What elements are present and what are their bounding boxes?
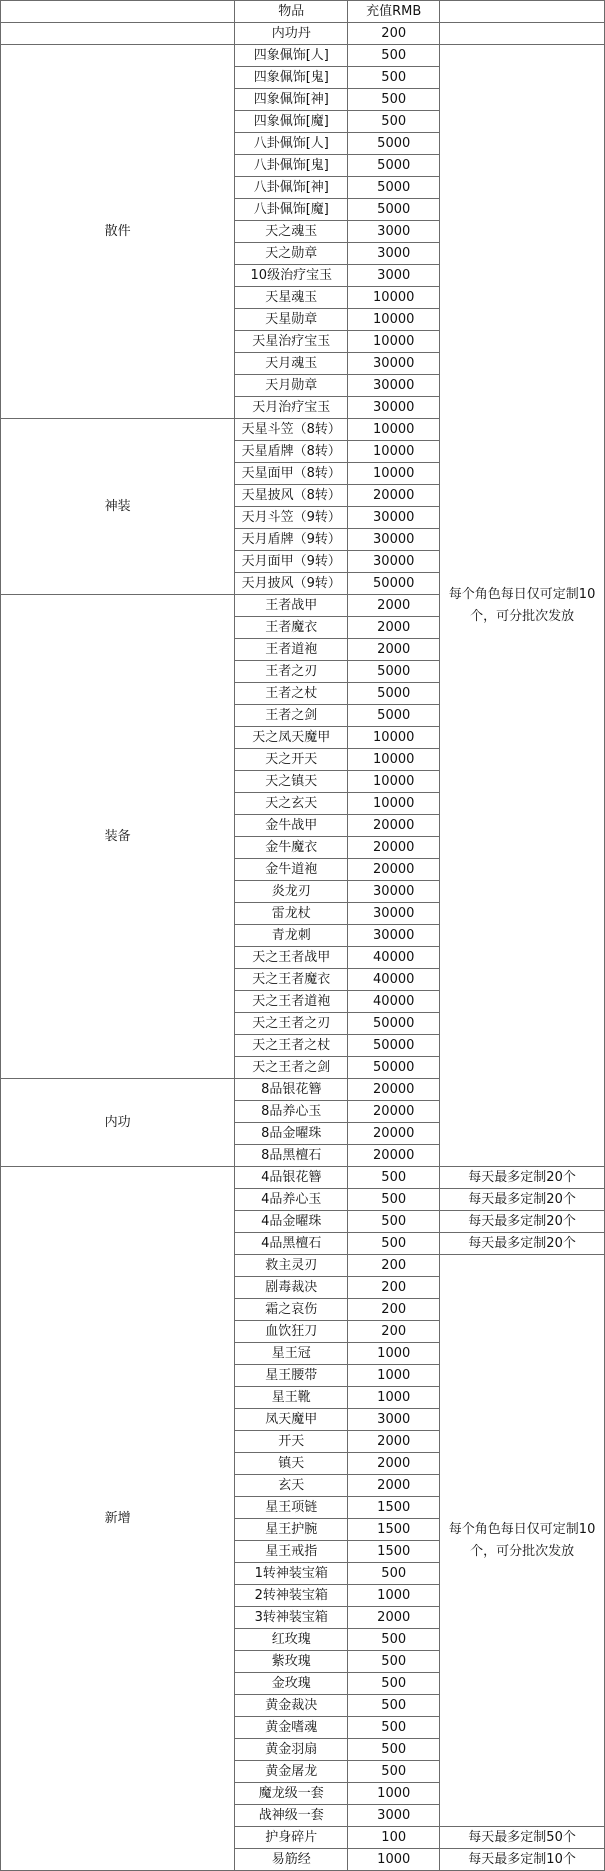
item-cell: 天星治疗宝玉	[235, 331, 348, 353]
price-cell: 500	[348, 1761, 440, 1783]
item-cell: 4品养心玉	[235, 1189, 348, 1211]
price-cell: 30000	[348, 903, 440, 925]
item-cell: 魔龙级一套	[235, 1783, 348, 1805]
price-cell: 2000	[348, 1431, 440, 1453]
price-cell: 2000	[348, 595, 440, 617]
item-cell: 天星面甲（8转）	[235, 463, 348, 485]
note-cell: 每天最多定制20个	[440, 1233, 605, 1255]
price-cell: 10000	[348, 287, 440, 309]
price-cell: 20000	[348, 1079, 440, 1101]
item-cell: 王者之杖	[235, 683, 348, 705]
price-cell: 30000	[348, 529, 440, 551]
note-cell: 每个角色每日仅可定制10个，可分批次发放	[440, 45, 605, 1167]
price-cell: 20000	[348, 1123, 440, 1145]
price-cell: 10000	[348, 441, 440, 463]
price-cell: 1000	[348, 1343, 440, 1365]
price-cell: 50000	[348, 573, 440, 595]
item-cell: 天之开天	[235, 749, 348, 771]
price-cell: 3000	[348, 265, 440, 287]
item-cell: 金牛战甲	[235, 815, 348, 837]
price-cell: 1500	[348, 1497, 440, 1519]
item-cell: 星王戒指	[235, 1541, 348, 1563]
price-cell: 500	[348, 1629, 440, 1651]
note-cell: 每天最多定制50个	[440, 1827, 605, 1849]
price-cell: 1000	[348, 1783, 440, 1805]
price-cell: 2000	[348, 617, 440, 639]
item-cell: 八卦佩饰[神]	[235, 177, 348, 199]
item-cell: 黄金屠龙	[235, 1761, 348, 1783]
price-cell: 50000	[348, 1035, 440, 1057]
item-cell: 金牛道袍	[235, 859, 348, 881]
item-cell: 8品银花簪	[235, 1079, 348, 1101]
item-cell: 天之勋章	[235, 243, 348, 265]
price-cell: 500	[348, 45, 440, 67]
header-price: 充值RMB	[348, 1, 440, 23]
item-cell: 玄天	[235, 1475, 348, 1497]
item-cell: 星王腰带	[235, 1365, 348, 1387]
price-cell: 500	[348, 1563, 440, 1585]
price-cell: 40000	[348, 969, 440, 991]
price-cell: 10000	[348, 419, 440, 441]
item-cell: 星王项链	[235, 1497, 348, 1519]
price-cell: 40000	[348, 991, 440, 1013]
price-cell: 10000	[348, 331, 440, 353]
item-cell: 天月魂玉	[235, 353, 348, 375]
item-cell: 4品金曜珠	[235, 1211, 348, 1233]
item-cell: 王者魔衣	[235, 617, 348, 639]
item-cell: 四象佩饰[魔]	[235, 111, 348, 133]
item-cell: 凤天魔甲	[235, 1409, 348, 1431]
category-cell: 内功	[1, 1079, 235, 1167]
item-cell: 星王冠	[235, 1343, 348, 1365]
item-cell: 八卦佩饰[魔]	[235, 199, 348, 221]
item-cell: 3转神装宝箱	[235, 1607, 348, 1629]
item-cell: 黄金嗜魂	[235, 1717, 348, 1739]
price-cell: 200	[348, 23, 440, 45]
item-cell: 8品养心玉	[235, 1101, 348, 1123]
price-cell: 100	[348, 1827, 440, 1849]
item-cell: 剧毒裁决	[235, 1277, 348, 1299]
item-cell: 八卦佩饰[鬼]	[235, 155, 348, 177]
header-category-cell	[1, 1, 235, 23]
price-cell: 500	[348, 1695, 440, 1717]
price-cell: 30000	[348, 353, 440, 375]
note-cell: 每天最多定制20个	[440, 1167, 605, 1189]
price-cell: 200	[348, 1299, 440, 1321]
item-cell: 天星披风（8转）	[235, 485, 348, 507]
header-row	[1, 1, 605, 23]
price-cell: 200	[348, 1321, 440, 1343]
item-cell: 天之魂玉	[235, 221, 348, 243]
item-cell: 开天	[235, 1431, 348, 1453]
price-cell: 500	[348, 1673, 440, 1695]
note-cell: 每个角色每日仅可定制10个，可分批次发放	[440, 1255, 605, 1827]
item-cell: 天之王者之杖	[235, 1035, 348, 1057]
price-cell: 3000	[348, 1409, 440, 1431]
category-cell: 新增	[1, 1167, 235, 1871]
price-cell: 200	[348, 1255, 440, 1277]
price-cell: 20000	[348, 815, 440, 837]
item-cell: 天月披风（9转）	[235, 573, 348, 595]
header-note-cell	[440, 1, 605, 23]
price-cell: 3000	[348, 1805, 440, 1827]
note-cell-empty	[440, 23, 605, 45]
price-cell: 1000	[348, 1585, 440, 1607]
note-cell: 每天最多定制20个	[440, 1189, 605, 1211]
item-cell: 天星斗笠（8转）	[235, 419, 348, 441]
price-cell: 500	[348, 1717, 440, 1739]
note-cell: 每天最多定制20个	[440, 1211, 605, 1233]
price-cell: 2000	[348, 1475, 440, 1497]
item-cell: 四象佩饰[人]	[235, 45, 348, 67]
price-cell: 40000	[348, 947, 440, 969]
table-row	[1, 45, 605, 67]
price-cell: 2000	[348, 1453, 440, 1475]
price-cell: 5000	[348, 177, 440, 199]
price-cell: 3000	[348, 243, 440, 265]
price-cell: 20000	[348, 1101, 440, 1123]
item-cell: 4品黑檀石	[235, 1233, 348, 1255]
price-cell: 500	[348, 1189, 440, 1211]
item-cell: 黄金裁决	[235, 1695, 348, 1717]
item-cell: 10级治疗宝玉	[235, 265, 348, 287]
item-cell: 霜之哀伤	[235, 1299, 348, 1321]
item-cell: 四象佩饰[鬼]	[235, 67, 348, 89]
item-cell: 战神级一套	[235, 1805, 348, 1827]
price-cell: 10000	[348, 771, 440, 793]
item-cell: 天星魂玉	[235, 287, 348, 309]
price-cell: 30000	[348, 881, 440, 903]
item-cell: 天之王者战甲	[235, 947, 348, 969]
table-row	[1, 23, 605, 45]
item-cell: 易筋经	[235, 1849, 348, 1871]
item-cell: 星王靴	[235, 1387, 348, 1409]
item-cell: 天之凤天魔甲	[235, 727, 348, 749]
price-cell: 10000	[348, 309, 440, 331]
price-cell: 5000	[348, 705, 440, 727]
item-cell: 天之镇天	[235, 771, 348, 793]
price-cell: 500	[348, 1167, 440, 1189]
item-cell: 天星盾牌（8转）	[235, 441, 348, 463]
item-cell: 4品银花簪	[235, 1167, 348, 1189]
item-cell: 四象佩饰[神]	[235, 89, 348, 111]
item-cell: 镇天	[235, 1453, 348, 1475]
price-cell: 1000	[348, 1365, 440, 1387]
price-cell: 50000	[348, 1057, 440, 1079]
note-cell: 每天最多定制10个	[440, 1849, 605, 1871]
category-cell-empty	[1, 23, 235, 45]
item-cell: 黄金羽扇	[235, 1739, 348, 1761]
price-cell: 10000	[348, 463, 440, 485]
item-cell: 8品金曜珠	[235, 1123, 348, 1145]
price-cell: 3000	[348, 221, 440, 243]
item-cell: 8品黑檀石	[235, 1145, 348, 1167]
item-cell: 天之王者道袍	[235, 991, 348, 1013]
price-cell: 1000	[348, 1849, 440, 1871]
price-cell: 20000	[348, 1145, 440, 1167]
price-cell: 50000	[348, 1013, 440, 1035]
category-cell: 装备	[1, 595, 235, 1079]
item-cell: 天之玄天	[235, 793, 348, 815]
item-cell: 金玫瑰	[235, 1673, 348, 1695]
item-cell: 青龙刺	[235, 925, 348, 947]
price-cell: 30000	[348, 551, 440, 573]
category-cell: 散件	[1, 45, 235, 419]
price-cell: 2000	[348, 639, 440, 661]
price-cell: 200	[348, 1277, 440, 1299]
item-cell: 天月斗笠（9转）	[235, 507, 348, 529]
item-cell: 星王护腕	[235, 1519, 348, 1541]
price-cell: 500	[348, 67, 440, 89]
item-cell: 炎龙刃	[235, 881, 348, 903]
price-cell: 500	[348, 1233, 440, 1255]
item-cell: 护身碎片	[235, 1827, 348, 1849]
price-cell: 1500	[348, 1519, 440, 1541]
item-cell: 天月盾牌（9转）	[235, 529, 348, 551]
price-cell: 1500	[348, 1541, 440, 1563]
price-cell: 30000	[348, 507, 440, 529]
item-cell: 金牛魔衣	[235, 837, 348, 859]
item-cell: 雷龙杖	[235, 903, 348, 925]
price-cell: 500	[348, 1651, 440, 1673]
item-cell: 2转神装宝箱	[235, 1585, 348, 1607]
table-row	[1, 1167, 605, 1189]
item-cell: 天月面甲（9转）	[235, 551, 348, 573]
price-cell: 1000	[348, 1387, 440, 1409]
price-cell: 30000	[348, 375, 440, 397]
price-cell: 2000	[348, 1607, 440, 1629]
price-cell: 5000	[348, 683, 440, 705]
item-cell: 天星勋章	[235, 309, 348, 331]
item-cell: 王者战甲	[235, 595, 348, 617]
item-cell: 血饮狂刀	[235, 1321, 348, 1343]
price-cell: 10000	[348, 727, 440, 749]
header-item: 物品	[235, 1, 348, 23]
price-cell: 10000	[348, 793, 440, 815]
price-cell: 5000	[348, 199, 440, 221]
item-cell: 紫玫瑰	[235, 1651, 348, 1673]
item-cell: 王者之刃	[235, 661, 348, 683]
item-cell: 八卦佩饰[人]	[235, 133, 348, 155]
price-cell: 20000	[348, 485, 440, 507]
price-cell: 500	[348, 89, 440, 111]
price-cell: 30000	[348, 397, 440, 419]
price-cell: 500	[348, 1211, 440, 1233]
price-cell: 10000	[348, 749, 440, 771]
price-cell: 500	[348, 111, 440, 133]
category-cell: 神装	[1, 419, 235, 595]
item-cell: 天月勋章	[235, 375, 348, 397]
price-cell: 20000	[348, 859, 440, 881]
item-cell: 天之王者之刃	[235, 1013, 348, 1035]
price-cell: 500	[348, 1739, 440, 1761]
item-cell: 红玫瑰	[235, 1629, 348, 1651]
item-cell: 1转神装宝箱	[235, 1563, 348, 1585]
item-cell: 王者道袍	[235, 639, 348, 661]
item-cell: 天之王者魔衣	[235, 969, 348, 991]
price-cell: 5000	[348, 155, 440, 177]
item-cell: 内功丹	[235, 23, 348, 45]
price-cell: 20000	[348, 837, 440, 859]
price-cell: 30000	[348, 925, 440, 947]
item-cell: 天之王者之剑	[235, 1057, 348, 1079]
item-cell: 王者之剑	[235, 705, 348, 727]
item-cell: 天月治疗宝玉	[235, 397, 348, 419]
price-cell: 5000	[348, 133, 440, 155]
item-cell: 救主灵刃	[235, 1255, 348, 1277]
price-cell: 5000	[348, 661, 440, 683]
